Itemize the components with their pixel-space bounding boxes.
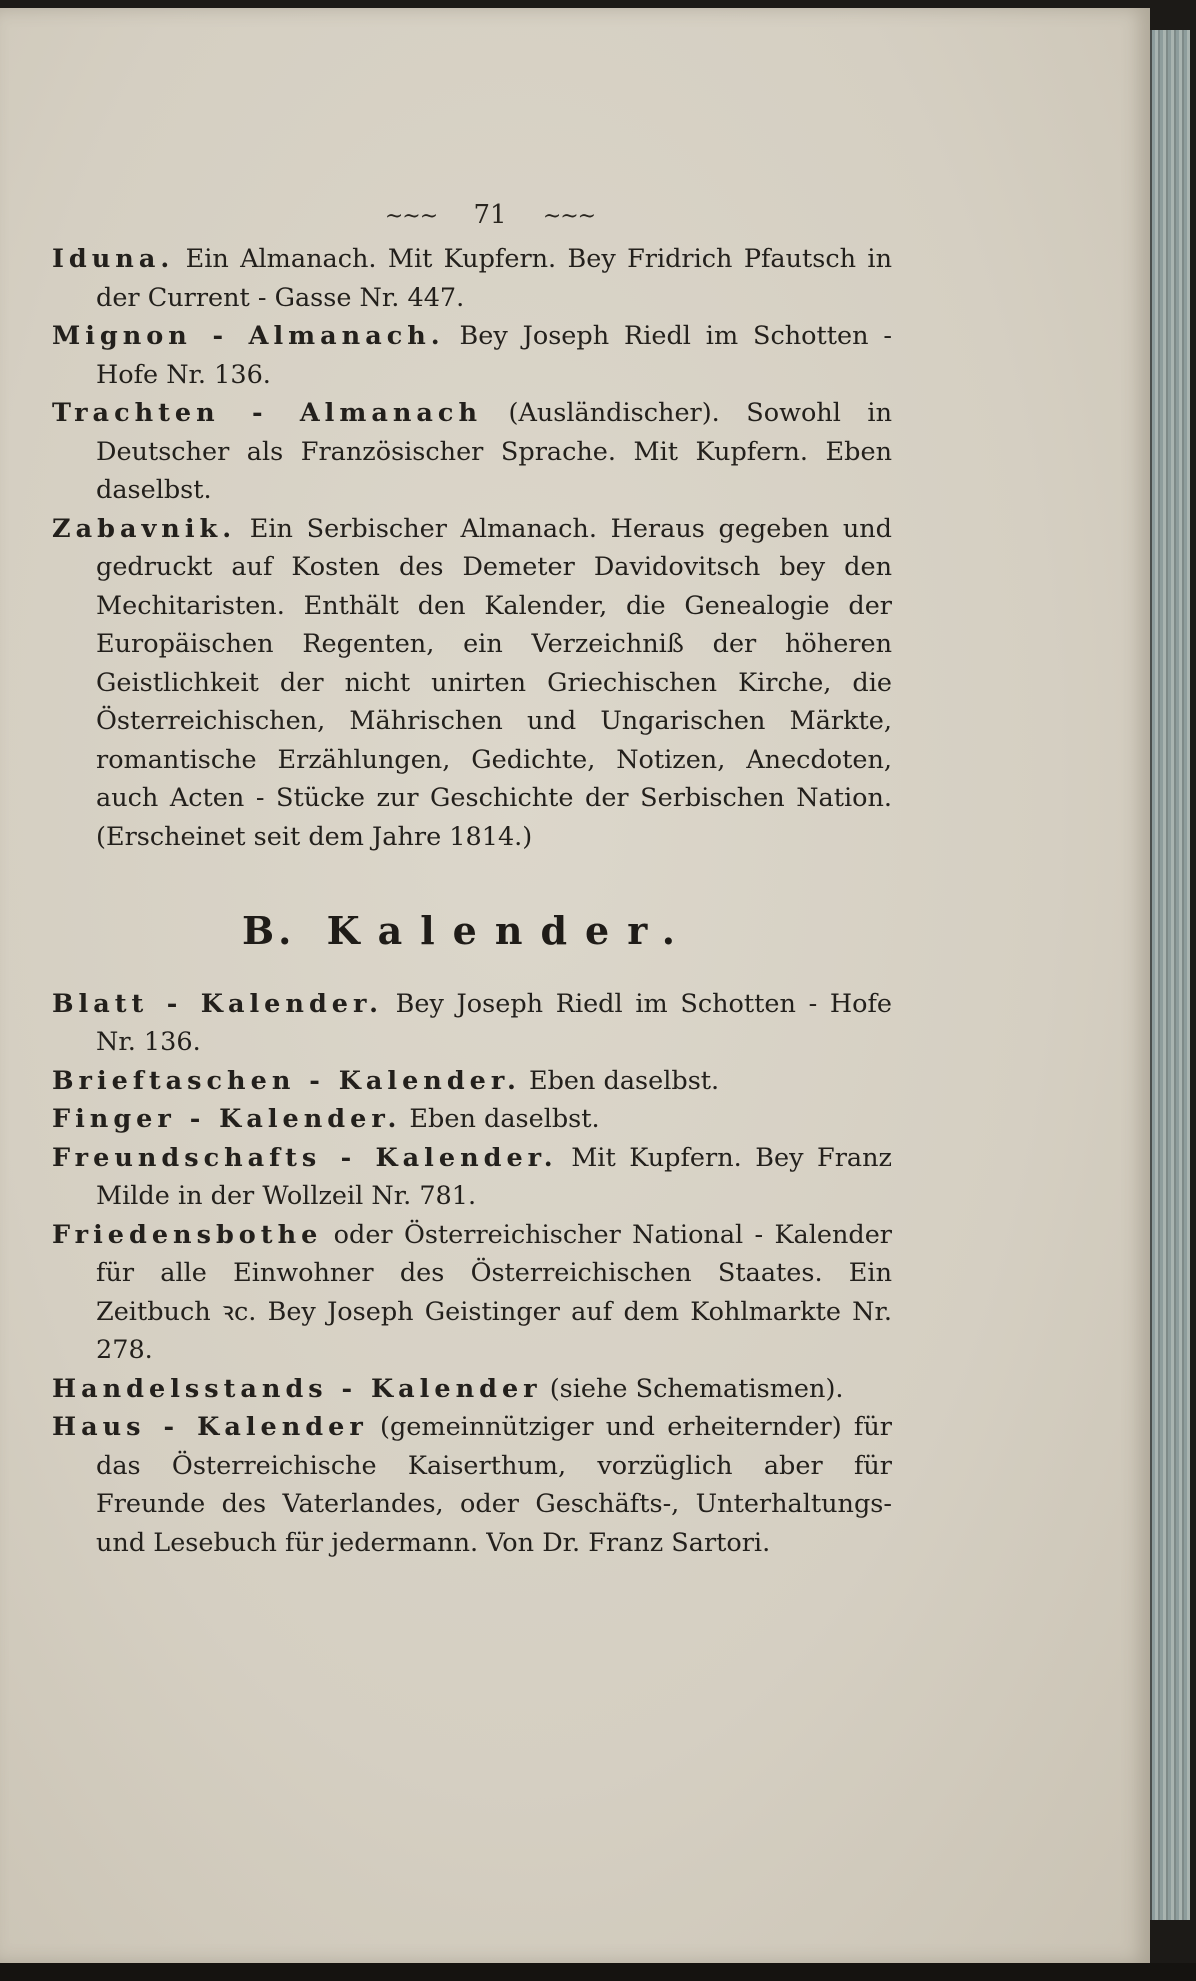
entry (52, 1408, 892, 1562)
entry (52, 1216, 892, 1370)
entry (52, 317, 892, 394)
entry-keyword: Haus - Kalender (52, 1412, 368, 1442)
entry-text: (Ausländischer). Sowohl in Deutscher als Französischer Sprache. Mit Kupfern. Eben daselbst. (96, 398, 892, 505)
header-ornament-right: ~~~ (542, 204, 596, 229)
entry-keyword: Freundschafts - Kalender. (52, 1142, 558, 1173)
entry-text: Ein Almanach. Mit Kupfern. Bey Fridrich Pfautsch in der Current - Gasse Nr. 447. (96, 244, 892, 313)
page-edge (1150, 30, 1190, 1920)
section-letter: B. (242, 908, 296, 953)
entry-text: (siehe Schematismen). (541, 1373, 844, 1404)
entry-keyword: Brieftaschen - Kalender. (52, 1065, 521, 1096)
entry (52, 1370, 892, 1409)
entry-keyword: Finger - Kalender. (52, 1104, 402, 1134)
entries-kalender (52, 985, 892, 1563)
entry (52, 510, 892, 857)
page-header (360, 200, 620, 230)
entry-text: (gemeinnütziger und erheiternder) für das Österreichische Kaiserthum, vorzüglich aber für Freunde des Vaterlandes, oder Geschäfts-, Unterhaltungs- und Lesebuch für jedermann. Von Dr. Franz Sartori. (96, 1412, 892, 1558)
entry-text: oder Österreichischer National - Kalender für alle Einwohner des Österreichischen Staates. Ein Zeitbuch ꝛc. Bey Joseph Geistinger auf dem Kohlmarkte Nr. 278. (96, 1219, 892, 1365)
entry-text: Bey Joseph Riedl im Schotten - Hofe Nr. 136. (96, 321, 892, 390)
entry-text: Eben daselbst. (520, 1065, 720, 1096)
entry-keyword: Handelsstands - Kalender (52, 1373, 542, 1404)
entry-keyword: Iduna. (52, 244, 175, 274)
entry-text: Bey Joseph Riedl im Schotten - Hofe Nr. 136. (96, 988, 892, 1057)
entry-keyword: Zabavnik. (52, 513, 237, 544)
entry (52, 1062, 892, 1101)
entries-almanach (52, 240, 892, 856)
background-band (0, 1963, 1196, 1981)
entry-keyword: Mignon - Almanach. (52, 321, 445, 351)
page-content (52, 240, 892, 1562)
entry-keyword: Trachten - Almanach (52, 398, 482, 428)
entry-keyword: Blatt - Kalender. (52, 988, 383, 1019)
entry (52, 1100, 892, 1139)
entry (52, 240, 892, 317)
header-ornament-left: ~~~ (384, 204, 438, 229)
entry-text: Ein Serbischer Almanach. Heraus gegeben und gedruckt auf Kosten des Demeter Davidovitsch bey den Mechitaristen. Enthält den Kalender, die Genealogie der Europäischen Regenten, ein Verzeichniß der höheren Geistlichkeit der nicht unirten Griechischen Kirche, die Österreichischen, Mährischen und Ungarischen Märkte, romantische Erzählungen, Gedichte, Notizen, Anecdoten, auch Acten - Stücke zur Geschichte der Serbischen Nation. (Erscheinet seit dem Jahre 1814.) (96, 513, 892, 852)
entry-text: Eben daselbst. (401, 1104, 600, 1134)
entry-text: Mit Kupfern. Bey Franz Milde in der Wollzeil Nr. 781. (96, 1142, 892, 1211)
section-word: Kalender. (326, 908, 693, 953)
entry-keyword: Friedensbothe (52, 1219, 323, 1250)
entry (52, 394, 892, 510)
entry (52, 1139, 892, 1216)
entry (52, 985, 892, 1062)
page-number: 71 (473, 200, 507, 230)
section-heading (242, 908, 892, 953)
